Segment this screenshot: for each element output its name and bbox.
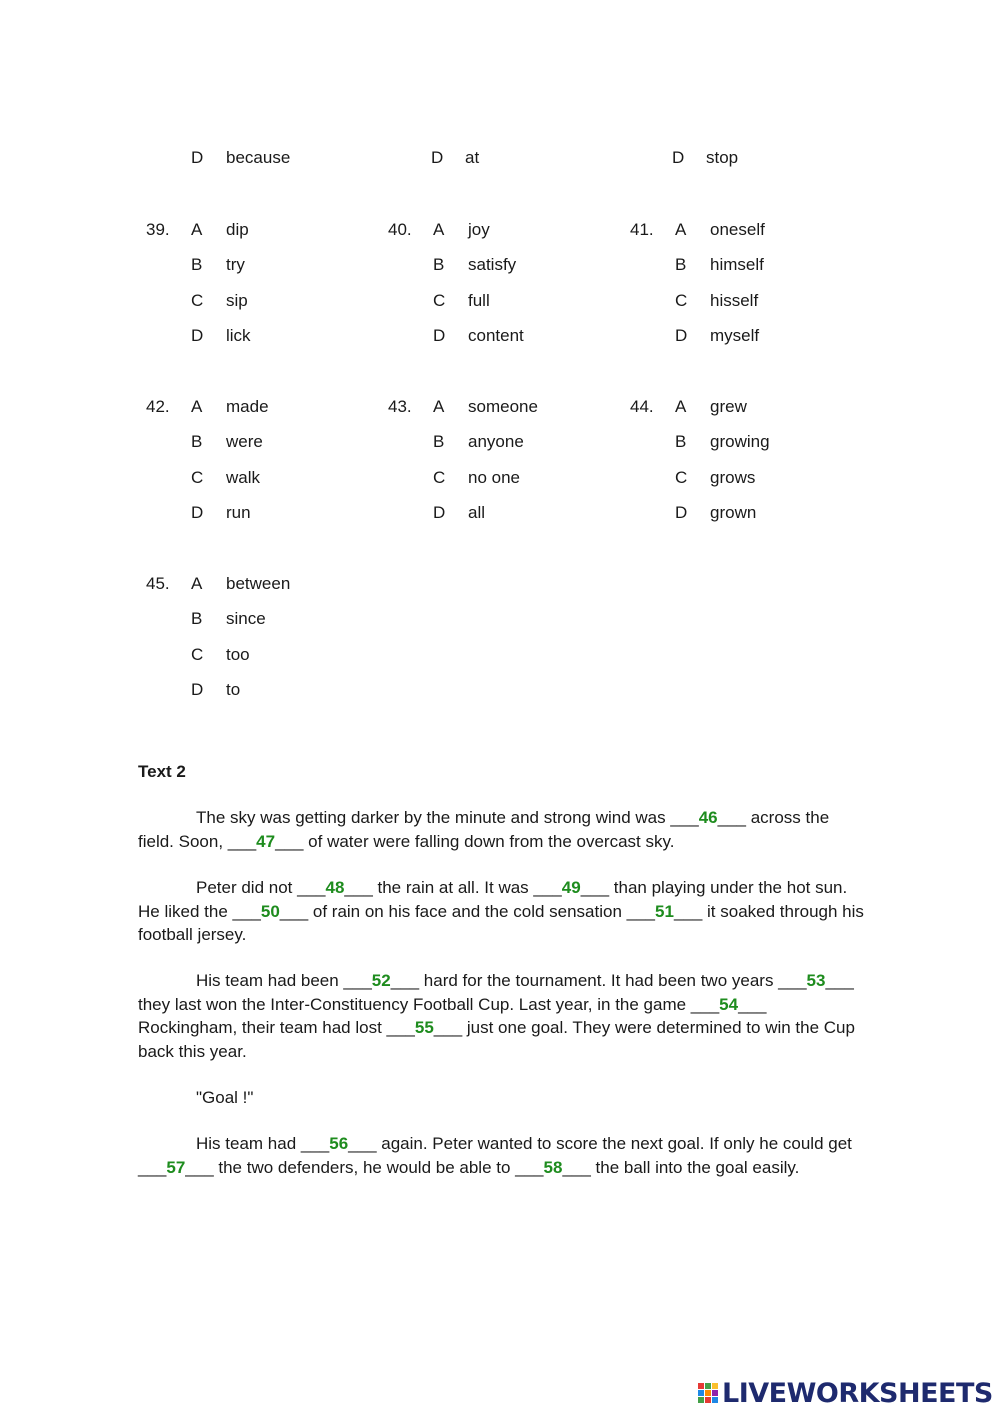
paragraph — [138, 969, 868, 1063]
paragraph-text: ___ again. Peter wanted to score the next goal. If only he could get ___ — [138, 1134, 852, 1177]
option-text: no one — [468, 467, 520, 487]
option-text: try — [226, 255, 245, 275]
question-number: 44. — [630, 397, 654, 416]
paragraph-text: His team had been ___ — [196, 971, 372, 990]
paragraph-text: ___ of water were falling down from the overcast sky. — [275, 831, 675, 851]
option-text: since — [226, 609, 266, 629]
option-letter: C — [191, 644, 204, 664]
logo-icon — [698, 1381, 720, 1405]
option-text: content — [468, 325, 524, 345]
blank-number[interactable]: 49 — [561, 878, 581, 897]
option-text: satisfy — [468, 255, 517, 275]
paragraph — [138, 806, 868, 853]
blank-number[interactable]: 56 — [329, 1134, 349, 1153]
option-letter: D — [431, 148, 444, 167]
option-letter: A — [433, 220, 445, 239]
blank-number[interactable]: 50 — [260, 901, 280, 921]
blank-number[interactable]: 51 — [655, 901, 674, 921]
option-text: walk — [226, 467, 261, 487]
blank-number[interactable]: 55 — [414, 1018, 434, 1037]
blank-number[interactable]: 52 — [371, 971, 391, 990]
option-text: at — [465, 148, 480, 167]
option-letter: D — [675, 502, 688, 522]
option-text: stop — [706, 148, 739, 167]
paragraph-text: ___ they last won the Inter-Constituency Football Cup. Last year, in the game ___ — [138, 971, 854, 1014]
liveworksheets-logo[interactable] — [698, 1376, 993, 1410]
option-letter: A — [191, 574, 203, 593]
option-text: all — [468, 502, 486, 522]
option-letter: C — [433, 290, 446, 310]
option-text: grown — [710, 502, 757, 522]
blank-number[interactable]: 58 — [543, 1157, 563, 1177]
option-letter: A — [675, 397, 687, 416]
option-letter: D — [191, 502, 204, 522]
option-text: growing — [710, 432, 770, 452]
option-letter: D — [191, 325, 204, 345]
option-text: sip — [226, 290, 248, 310]
option-letter: A — [191, 397, 203, 416]
option-letter: D — [191, 679, 204, 699]
paragraph-text: ___ across the field. Soon, ___ — [138, 808, 830, 851]
option-text: to — [226, 679, 241, 699]
option-text: grows — [710, 467, 756, 487]
option-text: myself — [710, 325, 760, 345]
paragraph — [138, 876, 868, 947]
question-number: 41. — [630, 220, 654, 239]
paragraph-text: The sky was getting darker by the minute and strong wind was ___ — [196, 808, 699, 827]
blank-number[interactable]: 57 — [166, 1157, 186, 1177]
paragraph — [138, 1132, 868, 1179]
option-letter: B — [191, 432, 203, 452]
question-number: 39. — [146, 220, 170, 239]
option-text: someone — [468, 397, 538, 416]
option-letter: B — [675, 432, 687, 452]
question-number: 40. — [388, 220, 412, 239]
paragraph-text: ___ just one goal. They were determined to win the Cup back this year. — [138, 1018, 855, 1061]
blank-number[interactable]: 53 — [806, 971, 826, 990]
paragraph-text: ___ Rockingham, their team had lost ___ — [138, 994, 767, 1037]
question-number: 43. — [388, 397, 412, 416]
option-letter: B — [191, 609, 203, 629]
option-letter: C — [433, 467, 446, 487]
option-letter: B — [191, 255, 203, 275]
option-text: anyone — [468, 432, 524, 452]
option-letter: D — [675, 325, 688, 345]
paragraph-text: ___ hard for the tournament. It had been two years ___ — [390, 971, 807, 990]
option-letter: C — [675, 290, 688, 310]
option-text: between — [226, 574, 291, 593]
option-letter: B — [433, 432, 445, 452]
option-text: joy — [468, 220, 490, 239]
option-letter: D — [191, 148, 204, 167]
paragraph-text: ___ the rain at all. It was ___ — [344, 878, 562, 897]
question-number: 45. — [146, 574, 170, 593]
option-letter: C — [191, 290, 204, 310]
blank-number[interactable]: 54 — [719, 994, 739, 1014]
option-text: himself — [710, 255, 764, 275]
option-text: full — [468, 290, 490, 310]
paragraph-text: ___ of rain on his face and the cold sensation ___ — [279, 901, 656, 921]
option-letter: C — [675, 467, 688, 487]
option-text: hisself — [710, 290, 759, 310]
option-letter: D — [433, 502, 446, 522]
option-letter: A — [433, 397, 445, 416]
paragraph-text: His team had ___ — [196, 1134, 330, 1153]
blank-number[interactable]: 48 — [325, 878, 345, 897]
paragraph-text: "Goal !" — [196, 1088, 254, 1107]
option-text: were — [226, 432, 263, 452]
option-letter: A — [675, 220, 687, 239]
paragraph-text: ___ than playing under the hot sun. He liked the ___ — [138, 878, 848, 921]
option-letter: B — [675, 255, 687, 275]
section-heading: Text 2 — [138, 762, 186, 781]
option-letter: D — [433, 325, 446, 345]
paragraph-text: Peter did not ___ — [196, 878, 326, 897]
option-text: made — [226, 397, 269, 416]
option-letter: B — [433, 255, 445, 275]
paragraph-text: ___ the ball into the goal easily. — [562, 1157, 800, 1177]
logo-text: LIVEWORKSHEETS — [722, 1377, 993, 1409]
option-text: because — [226, 148, 291, 167]
blank-number[interactable]: 47 — [256, 831, 276, 851]
option-letter: A — [191, 220, 203, 239]
option-letter: D — [672, 148, 685, 167]
question-number: 42. — [146, 397, 170, 416]
option-text: grew — [710, 397, 747, 416]
option-text: oneself — [710, 220, 765, 239]
option-text: lick — [226, 325, 251, 345]
paragraph-text: ___ it soaked through his football jersey. — [138, 901, 864, 944]
option-text: dip — [226, 220, 249, 239]
option-text: too — [226, 644, 250, 664]
blank-number[interactable]: 46 — [698, 808, 718, 827]
option-text: run — [226, 502, 251, 522]
paragraph — [138, 1086, 868, 1110]
paragraph-text: ___ the two defenders, he would be able to ___ — [185, 1157, 544, 1177]
option-letter: C — [191, 467, 204, 487]
